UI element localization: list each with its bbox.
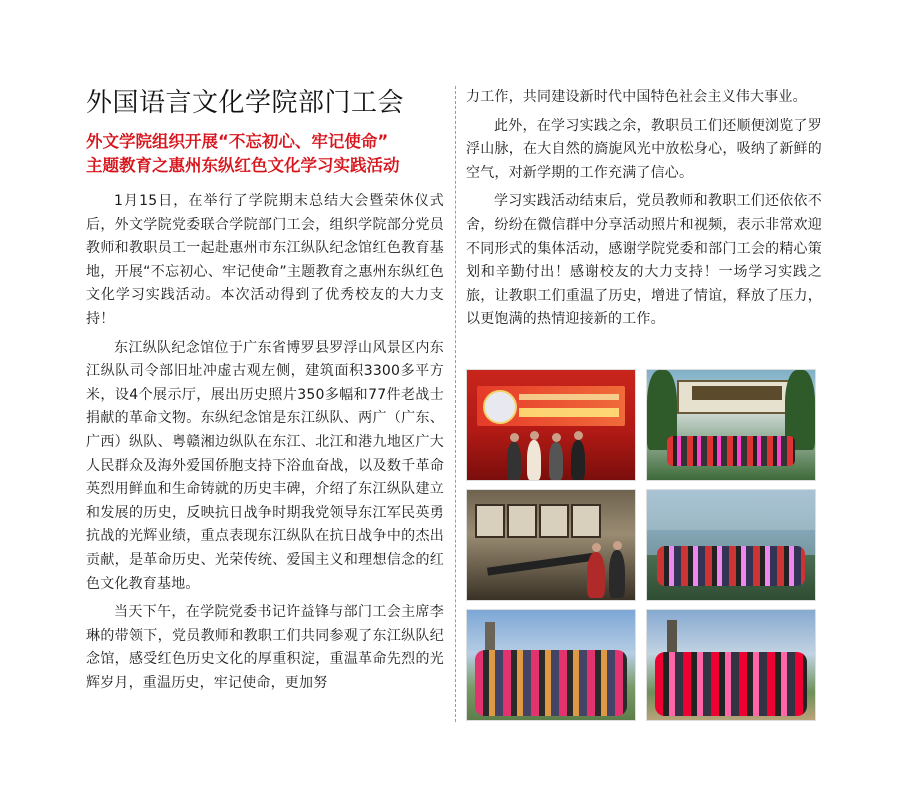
- photo-grid: [466, 369, 816, 721]
- photo-ceremony-stage: [466, 369, 636, 481]
- headline-line-1: 外文学院组织开展“不忘初心、牢记使命”: [86, 132, 389, 151]
- photo-mountain-group-right: [646, 609, 816, 721]
- paragraph-visit: 当天下午，在学院党委书记许益锋与部门工会主席李琳的带领下，党员教师和教职工们共同参观了东江纵队纪念馆，感受红色历史文化的厚重积淀，重温革命先烈的光辉岁月，重温历史，牢记使命，更加努: [86, 604, 444, 691]
- photo-lakeside-group: [646, 489, 816, 601]
- section-title: 外国语言文化学院部门工会: [86, 88, 405, 118]
- paragraph-conclusion: 学习实践活动结束后，党员教师和教职工们还依依不舍，纷纷在微信群中分享活动照片和视频，表示非常欢迎不同形式的集体活动，感谢学院党委和部门工会的精心策划和辛勤付出！感谢校友的大力支持！一场学习实践之旅，让教职工们重温了历史，增进了情谊，释放了压力，以更饱满的热情迎接新的工作。: [466, 193, 822, 328]
- paragraph-scenery: 此外，在学习实践之余，教职员工们还顺便浏览了罗浮山脉，在大自然的旖旎风光中放松身心，吸纳了新鲜的空气，对新学期的工作充满了信心。: [466, 117, 822, 181]
- column-divider: [455, 86, 456, 722]
- paragraph-visit-continued: 力工作，共同建设新时代中国特色社会主义伟大事业。: [466, 89, 807, 105]
- article-headline: [86, 130, 444, 178]
- headline-line-2: 主题教育之惠州东纵红色文化学习实践活动: [86, 156, 400, 175]
- photo-memorial-gate-group: [646, 369, 816, 481]
- left-column: [86, 86, 444, 700]
- photo-mountain-group-left: [466, 609, 636, 721]
- college-logo-icon: [483, 390, 517, 424]
- right-column: [466, 86, 822, 337]
- photo-exhibition-hall: [466, 489, 636, 601]
- paragraph-intro: 1月15日，在举行了学院期末总结大会暨荣休仪式后，外文学院党委联合学院部门工会，组织学院部分党员教师和教职员工一起赴惠州市东江纵队纪念馆红色教育基地，开展“不忘初心、牢记使命”主题教育之惠州东纵红色文化学习实践活动。本次活动得到了优秀校友的大力支持！: [86, 193, 444, 327]
- paragraph-memorial: 东江纵队纪念馆位于广东省博罗县罗浮山风景区内东江纵队司令部旧址冲虚古观左侧，建筑面积3300多平方米，设4个展示厅，展出历史照片350多幅和77件老战士捐献的革命文物。东纵纪念馆是东江纵队、两广（广东、广西）纵队、粤赣湘边纵队在东江、北江和港九地区广大人民群众及海外爱国侨胞支持下浴血奋战，以及数千革命英烈用鲜血和生命铸就的历史丰碑，介绍了东江纵队建立和发展的历史，反映抗日战争时期我党领导东江军民英勇抗战的光辉业绩，重点表现东江纵队在抗日战争中的杰出贡献，是革命历史、光荣传统、爱国主义和理想信念的红色文化教育基地。: [86, 339, 444, 592]
